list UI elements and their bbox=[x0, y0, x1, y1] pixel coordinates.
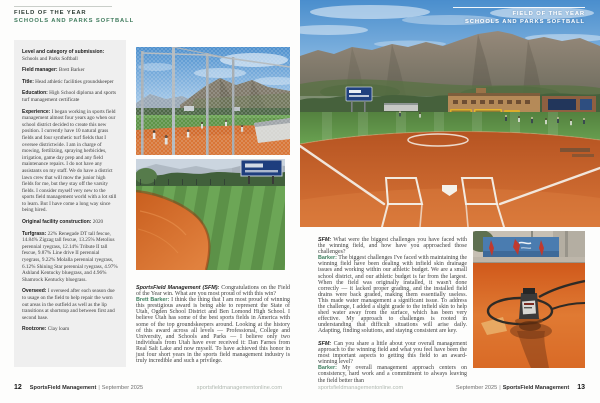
sidebar-value: Clay loam bbox=[47, 326, 70, 333]
sidebar-value: High School diploma and sports turf management certificate bbox=[22, 90, 116, 103]
footer-left bbox=[14, 384, 282, 391]
sidebar-label: Level and category of submission: bbox=[22, 49, 105, 55]
answer-label: Barker: bbox=[318, 365, 337, 372]
sidebar-label: Turfgrass: bbox=[22, 230, 47, 237]
answer-text: My overall management approach centers on consistency, hard work and a commitment to always leaving the field better than bbox=[318, 365, 467, 384]
photo-backstop-field-image bbox=[136, 47, 290, 155]
question-text: What were the biggest challenges you have faced with the winning field, and how have you approached those challenges? bbox=[318, 237, 467, 256]
sidebar-value: Brett Barker bbox=[58, 67, 85, 74]
question-text: Can you share a little about your overall management approach to the winning field and what you feel have been the most important aspects to getting this field to an award-winning level? bbox=[318, 341, 467, 366]
sidebar-entry-overseed bbox=[22, 288, 118, 321]
answer bbox=[136, 297, 290, 364]
footer-right-group bbox=[456, 384, 585, 391]
qa-block-3 bbox=[318, 341, 467, 384]
issue-date: September 2025 bbox=[455, 385, 498, 391]
field-info-sidebar bbox=[14, 40, 126, 367]
question-label: SportsField Management (SFM): bbox=[136, 285, 220, 291]
sidebar-label: Rootzone: bbox=[22, 326, 47, 333]
sidebar-value: I began working in sports field management almost four years ago when our school district decided to create this new position. I currently have 10 natural grass fields and four synthetic turf fields that I oversee districtwide. I am in charge of mowing, fertilizing, spraying herbicides, irrigation, game day prep and any field maintenance repairs. I do not have any assistants on my staff. We do have a district lawn crew that will mow the junior high fields for me, but they stay off the varsity fields. I consider myself very new to the sports field management world with a lot still to learn. But I have come a long way since being hired. bbox=[22, 108, 117, 214]
kicker-field-of-the-year-left: FIELD OF THE YEAR bbox=[14, 9, 87, 16]
footer-left-group bbox=[14, 384, 143, 391]
magazine-name: SportsField Management bbox=[502, 385, 570, 391]
photo-irrigation-hose-image bbox=[473, 231, 585, 368]
issue-date: September 2025 bbox=[101, 385, 144, 391]
sidebar-value: 22% Renegade DT tall fescue, 14.84% Zigzag tall fescue, 13.25% Metolius perennial ryegrass, 12.14% Tribute II tall fescue, 9.87% Line drive II perennial ryegrass, 9.22% Molalla perennial ryegrass, 6.12% Shining Star perennial ryegrass, 4.97% Ashland Kentucky bluegrass, and 4.96% Shamrock Kentucky bluegrass. bbox=[22, 230, 118, 283]
answer-label: Barker: bbox=[318, 255, 337, 262]
magazine-name: SportsField Management bbox=[29, 385, 97, 391]
sidebar-value: I overseed after each season due to usage on the field to help repair the worn out areas in the outfield as well as the lip transitions at shortstop and between first and second base. bbox=[22, 288, 115, 321]
sidebar-value: Head athletic facilities groundskeeper bbox=[35, 78, 114, 85]
question-label: SFM: bbox=[318, 237, 332, 243]
qa-block-2 bbox=[318, 237, 467, 335]
article-challenges bbox=[318, 237, 467, 390]
website-url: sportsfieldmanagementonline.com bbox=[318, 385, 404, 391]
answer-label: Brett Barker: bbox=[136, 297, 170, 304]
answer-text: I think the thing that I am most proud of winning this prestigious award is being able to represent the State of Utah, Ogden School District and Ben Lomond High School. I believe Utah has some of the best sports fields in America with some of the top groundskeepers around. Looking at the history of this award across all levels — Professional, College and University, and Schools and Parks — I believe only two individuals from Utah have ever received it: Dan Farnes from Real Salt Lake and now myself. To have achieved this honor in just four short years in the sports field management industry is truly incredible and such a privilege. bbox=[136, 297, 290, 365]
footer-right bbox=[318, 384, 585, 391]
header-rule-left bbox=[14, 6, 112, 7]
question-label: SFM: bbox=[318, 341, 332, 347]
page-number: 13 bbox=[577, 384, 585, 391]
answer bbox=[318, 365, 467, 383]
photo-infield-lip-image bbox=[136, 159, 285, 270]
kicker-category-left: SCHOOLS AND PARKS SOFTBALL bbox=[14, 17, 135, 24]
qa-block-1 bbox=[136, 285, 290, 364]
footer-separator: | bbox=[499, 385, 501, 391]
sidebar-entry-field-manager bbox=[22, 67, 118, 74]
question-text: Congratulations on the Field of the Year win. What are you most proud of with this win? bbox=[136, 285, 290, 298]
sidebar-label: Education: bbox=[22, 90, 48, 97]
answer-text: The biggest challenges I've faced with maintaining the winning field have been dealing with infield skin drainage issues and working within our athletic budget. We are a small school district, and our athletic budget is far from the largest. When the field was originally installed, it wasn't done correctly — it lacked proper grading, and the installed field drains were back graded, making them essentially useless. This made water management a significant issue. To address the challenge, I added a slight grade to the infield skin to help shed water away from the surface, which has been very effective. My approach to challenges is rooted in understanding that difficult situations will arise daily. Adapting, finding solutions, and staying consistent are key. bbox=[318, 255, 467, 335]
sidebar-entry-education bbox=[22, 90, 118, 103]
sidebar-entry-submission bbox=[22, 49, 118, 62]
photo-winning-field-image bbox=[300, 0, 600, 227]
sidebar-entry-turfgrass bbox=[22, 231, 118, 284]
question bbox=[136, 285, 290, 297]
kicker-category-right: SCHOOLS AND PARKS SOFTBALL bbox=[464, 18, 585, 25]
question bbox=[318, 237, 467, 255]
article-intro bbox=[136, 285, 290, 371]
sidebar-label: Title: bbox=[22, 78, 34, 85]
sidebar-label: Overseed: bbox=[22, 288, 47, 295]
field-banner bbox=[483, 237, 559, 257]
website-url: sportsfieldmanagementonline.com bbox=[196, 385, 282, 391]
question bbox=[318, 341, 467, 365]
answer bbox=[318, 255, 467, 334]
sidebar-label: Experience: bbox=[22, 108, 51, 115]
sidebar-label: Original facility construction: bbox=[22, 219, 92, 226]
kicker-field-of-the-year-right: FIELD OF THE YEAR bbox=[512, 10, 585, 17]
sidebar-entry-construction bbox=[22, 219, 118, 226]
footer-separator: | bbox=[98, 385, 100, 391]
page-number: 12 bbox=[14, 384, 22, 391]
sidebar-entry-title bbox=[22, 79, 118, 86]
sidebar-value: 2020 bbox=[92, 219, 104, 226]
sidebar-value: Schools and Parks Softball bbox=[22, 55, 78, 62]
sidebar-label: Field manager: bbox=[22, 67, 58, 74]
sidebar-entry-experience bbox=[22, 109, 118, 215]
sidebar-entry-rootzone bbox=[22, 326, 118, 333]
header-rule-right bbox=[453, 7, 585, 8]
